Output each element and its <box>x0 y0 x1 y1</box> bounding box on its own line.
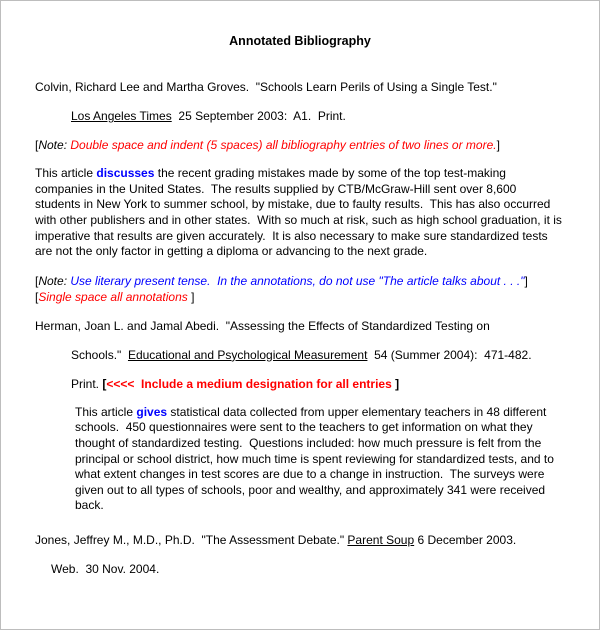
citation-text: 6 December 2003. <box>414 532 517 547</box>
journal-title: Parent Soup <box>347 532 415 547</box>
medium-designation-callout: <<<< Include a medium designation for all entries <box>106 376 392 391</box>
journal-title: Los Angeles Times <box>71 109 172 124</box>
citation-text: Herman, Joan L. and Jamal Abedi. "Assessing the Effects of Standardized Testing on <box>35 318 490 333</box>
instructor-note-single-space <box>35 289 565 305</box>
citation-text: Web. 30 Nov. 2004. <box>51 561 160 576</box>
annotation-herman <box>75 405 565 514</box>
citation-line <box>71 376 565 392</box>
annotation-text: This article <box>75 404 137 419</box>
instructor-note-present-tense <box>35 273 565 289</box>
citation-line <box>51 561 565 577</box>
annotation-text: statistical data collected from upper elementary teachers in 48 different schools. 450 questionnaires were sent to the teachers to get information on what they thought of standardized testing. Questions included: how much pressure is felt from the principal or school district, how much time is spent reviewing for standardized tests, and to what extent changes in test scores are due to a change in instruction. The surveys were given out to all types of schools, poor and wealthy, and approximately 341 were received back. <box>75 404 558 513</box>
citation-line <box>35 532 565 548</box>
citation-text: 25 September 2003: A1. Print. <box>171 109 346 124</box>
instructor-note-double-space <box>35 137 565 153</box>
note-text: Double space and indent (5 spaces) all bibliography entries of two lines or more. <box>70 138 497 153</box>
note-close-bracket: ] <box>496 138 500 153</box>
annotation-text: the recent grading mistakes made by some of the top test-making companies in the United States. The results supplied by CTB/McGraw-Hill sent over 8,600 students in New York to summer school, by mistake, due to faulty results. This has also occurred with other publishers and in other states. With so much at risk, such as high school graduation, it is imperative that results are given accurately. It is also necessary to make sure standardized tests are not the only factor in getting a diploma or advancing to the next grade. <box>35 166 566 259</box>
note-open-bracket: [ <box>35 289 39 304</box>
annotation-colvin <box>35 166 565 260</box>
bibliography-entry-herman <box>35 318 565 392</box>
note-label: Note: <box>38 138 71 153</box>
bibliography-entry-jones <box>35 532 565 577</box>
note-open-bracket: [ <box>35 273 39 288</box>
note-close-bracket: ] <box>524 273 528 288</box>
citation-text: Print. <box>71 376 100 391</box>
citation-text: Schools." <box>71 347 128 362</box>
note-open-bracket: [ <box>35 138 39 153</box>
citation-line <box>35 79 565 95</box>
bibliography-entry-colvin <box>35 79 565 124</box>
document-title: Annotated Bibliography <box>229 34 371 48</box>
citation-line <box>71 347 565 363</box>
note-close-bracket: ] <box>391 376 400 391</box>
annotation-keyword: discusses <box>96 166 155 181</box>
note-text: Single space all annotations <box>38 289 192 304</box>
citation-line <box>35 318 565 334</box>
citation-text: Jones, Jeffrey M., M.D., Ph.D. "The Assessment Debate." <box>35 532 348 547</box>
note-label: Note: <box>38 273 71 288</box>
note-text: Use literary present tense. In the annotations, do not use "The article talks about . . ." <box>70 273 525 288</box>
note-close-bracket: ] <box>191 289 195 304</box>
note-open-bracket: [ <box>99 376 107 391</box>
annotation-keyword: gives <box>136 404 168 419</box>
citation-text: Colvin, Richard Lee and Martha Groves. "Schools Learn Perils of Using a Single Test." <box>35 80 497 95</box>
annotation-text: This article <box>35 166 97 181</box>
citation-text: 54 (Summer 2004): 471-482. <box>367 347 532 362</box>
journal-title: Educational and Psychological Measurement <box>127 347 368 362</box>
citation-line <box>71 108 565 124</box>
